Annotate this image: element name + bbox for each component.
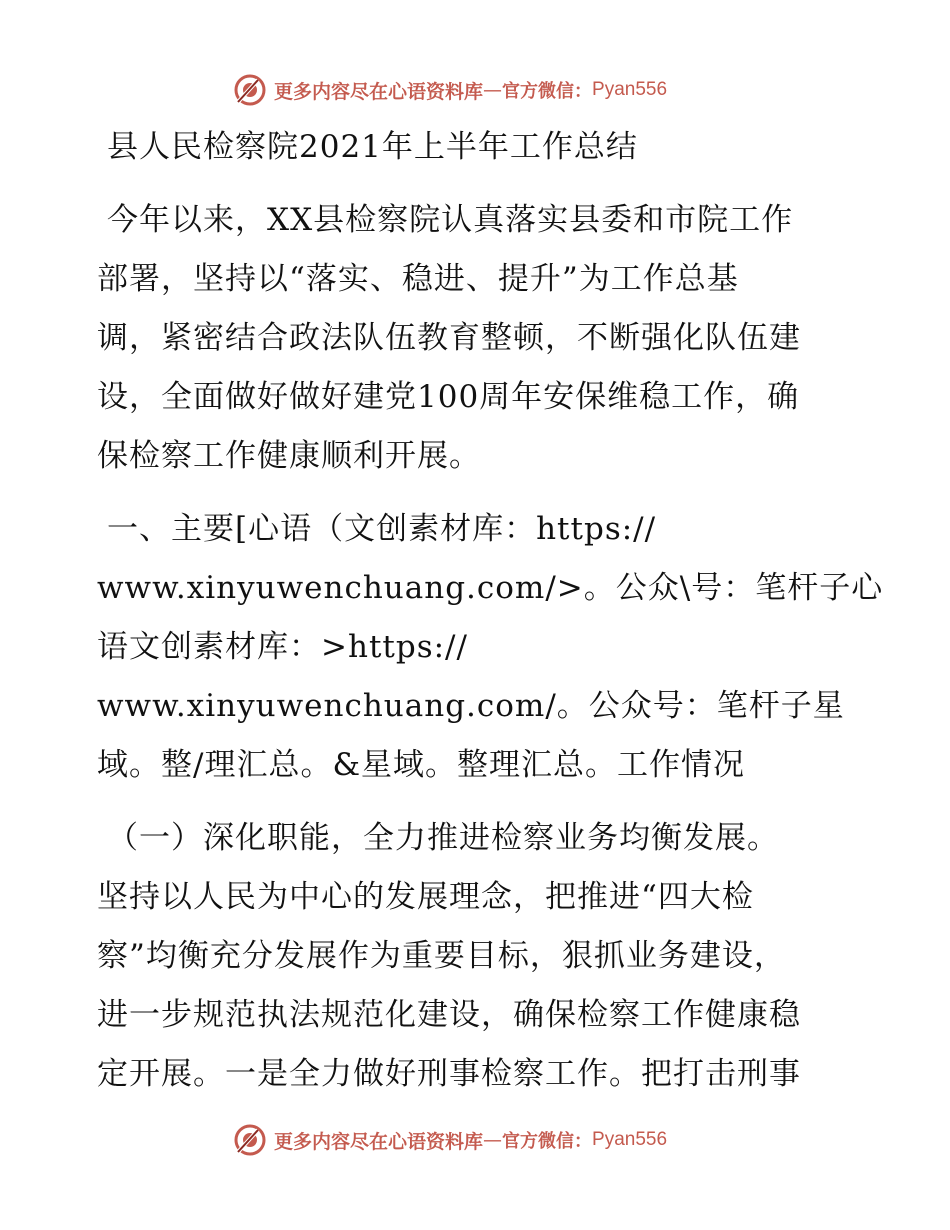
banner-separator: —	[483, 1129, 503, 1151]
banner-wechat-label: 官方微信：	[502, 81, 593, 102]
paragraph-line: 定开展。一是全力做好刑事检察工作。把打击刑事	[97, 1056, 801, 1092]
footer-banner	[232, 1120, 667, 1160]
paragraph-line: 保检察工作健康顺利开展。	[97, 438, 481, 474]
banner-slogan: 更多内容尽在心语资料库	[274, 1130, 484, 1153]
paragraph-line: www.xinyuwenchuang.com/。公众号：笔杆子星	[97, 688, 845, 724]
paragraph-line: www.xinyuwenchuang.com/>。公众\号：笔杆子心	[97, 570, 884, 606]
logo-icon	[232, 1122, 268, 1158]
paragraph-line: 察”均衡充分发展作为重要目标，狠抓业务建设，	[97, 938, 786, 974]
banner-separator: —	[483, 79, 503, 101]
paragraph-line: 域。整/理汇总。&星域。整理汇总。工作情况	[97, 747, 746, 783]
section-heading-line: 一、主要[心语（文创素材库：https://	[107, 511, 657, 547]
paragraph-line: 语文创素材库：>https://	[97, 629, 468, 665]
banner-wechat-id: Pyan556	[592, 1129, 668, 1150]
paragraph-line: 坚持以人民为中心的发展理念，把推进“四大检	[97, 879, 754, 915]
header-banner	[232, 70, 667, 110]
banner-slogan: 更多内容尽在心语资料库	[274, 80, 484, 103]
banner-wechat-label: 官方微信：	[502, 1131, 593, 1152]
paragraph-line: 进一步规范执法规范化建设，确保检察工作健康稳	[97, 997, 801, 1033]
paragraph-line: 部署，坚持以“落实、稳进、提升”为工作总基	[97, 261, 739, 297]
paragraph-line: 今年以来，XX县检察院认真落实县委和市院工作	[107, 202, 794, 238]
paragraph-line: 调，紧密结合政法队伍教育整顿，不断强化队伍建	[97, 320, 801, 356]
subsection-heading-line: （一）深化职能，全力推进检察业务均衡发展。	[107, 820, 779, 856]
paragraph-line: 设，全面做好做好建党100周年安保维稳工作，确	[97, 379, 800, 415]
logo-icon	[232, 72, 268, 108]
banner-wechat-id: Pyan556	[592, 79, 668, 100]
document-title: 县人民检察院2021年上半年工作总结	[107, 129, 638, 165]
